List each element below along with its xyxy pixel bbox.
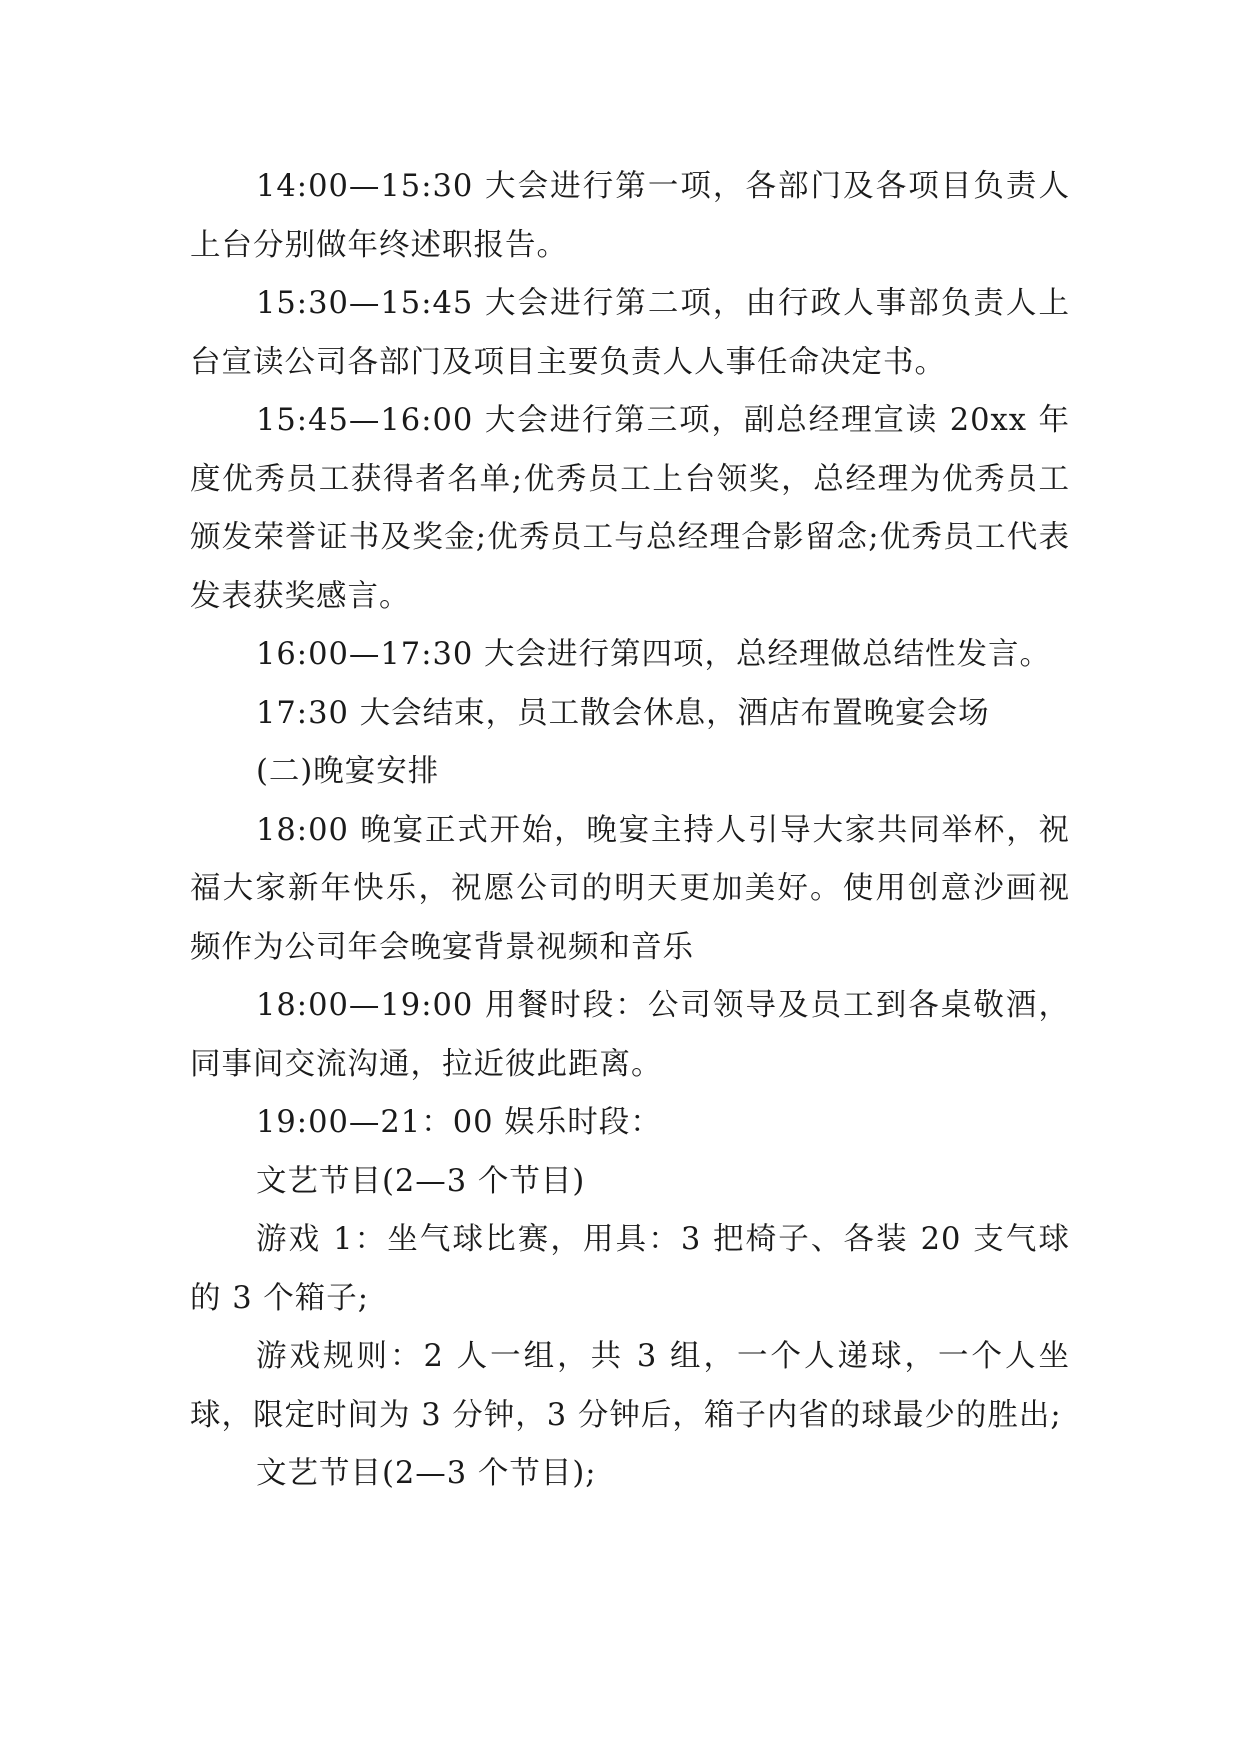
paragraph-session-4: 16:00—17:30 大会进行第四项，总经理做总结性发言。 [256,637,1051,672]
paragraph-entertainment-time: 19:00—21：00 娱乐时段： [256,1105,662,1140]
paragraph-session-3: 15:45—16:00 大会进行第三项，副总经理宣读 20xx 年度优秀员工获得者名单;优秀员工上台领奖，总经理为优秀员工颁发荣誉证书及奖金;优秀员工与总经理合影留念;优秀员工代表发表获奖感言。 [190,403,1070,614]
paragraph-dinner-time: 18:00—19:00 用餐时段：公司领导及员工到各桌敬酒，同事间交流沟通，拉近彼此距离。 [190,988,1070,1082]
document-body [190,158,1070,1504]
paragraph-performance-2: 文艺节目(2—3 个节目); [256,1456,597,1491]
paragraph-session-2: 15:30—15:45 大会进行第二项，由行政人事部负责人上台宣读公司各部门及项目主要负责人人事任命决定书。 [190,286,1070,380]
paragraph-banquet-start: 18:00 晚宴正式开始，晚宴主持人引导大家共同举杯，祝福大家新年快乐，祝愿公司的明天更加美好。使用创意沙画视频作为公司年会晚宴背景视频和音乐 [190,812,1070,965]
paragraph-game-1: 游戏 1：坐气球比赛，用具：3 把椅子、各装 20 支气球的 3 个箱子; [190,1222,1070,1316]
section-heading-banquet: (二)晚宴安排 [256,754,440,789]
paragraph-performance-1: 文艺节目(2—3 个节目) [256,1163,586,1199]
paragraph-session-1: 14:00—15:30 大会进行第一项，各部门及各项目负责人上台分别做年终述职报告。 [190,169,1070,263]
paragraph-game-rules: 游戏规则：2 人一组，共 3 组，一个人递球，一个人坐球，限定时间为 3 分钟，3 分钟后，箱子内省的球最少的胜出; [190,1339,1070,1433]
paragraph-meeting-end: 17:30 大会结束，员工散会休息，酒店布置晚宴会场 [256,695,990,731]
